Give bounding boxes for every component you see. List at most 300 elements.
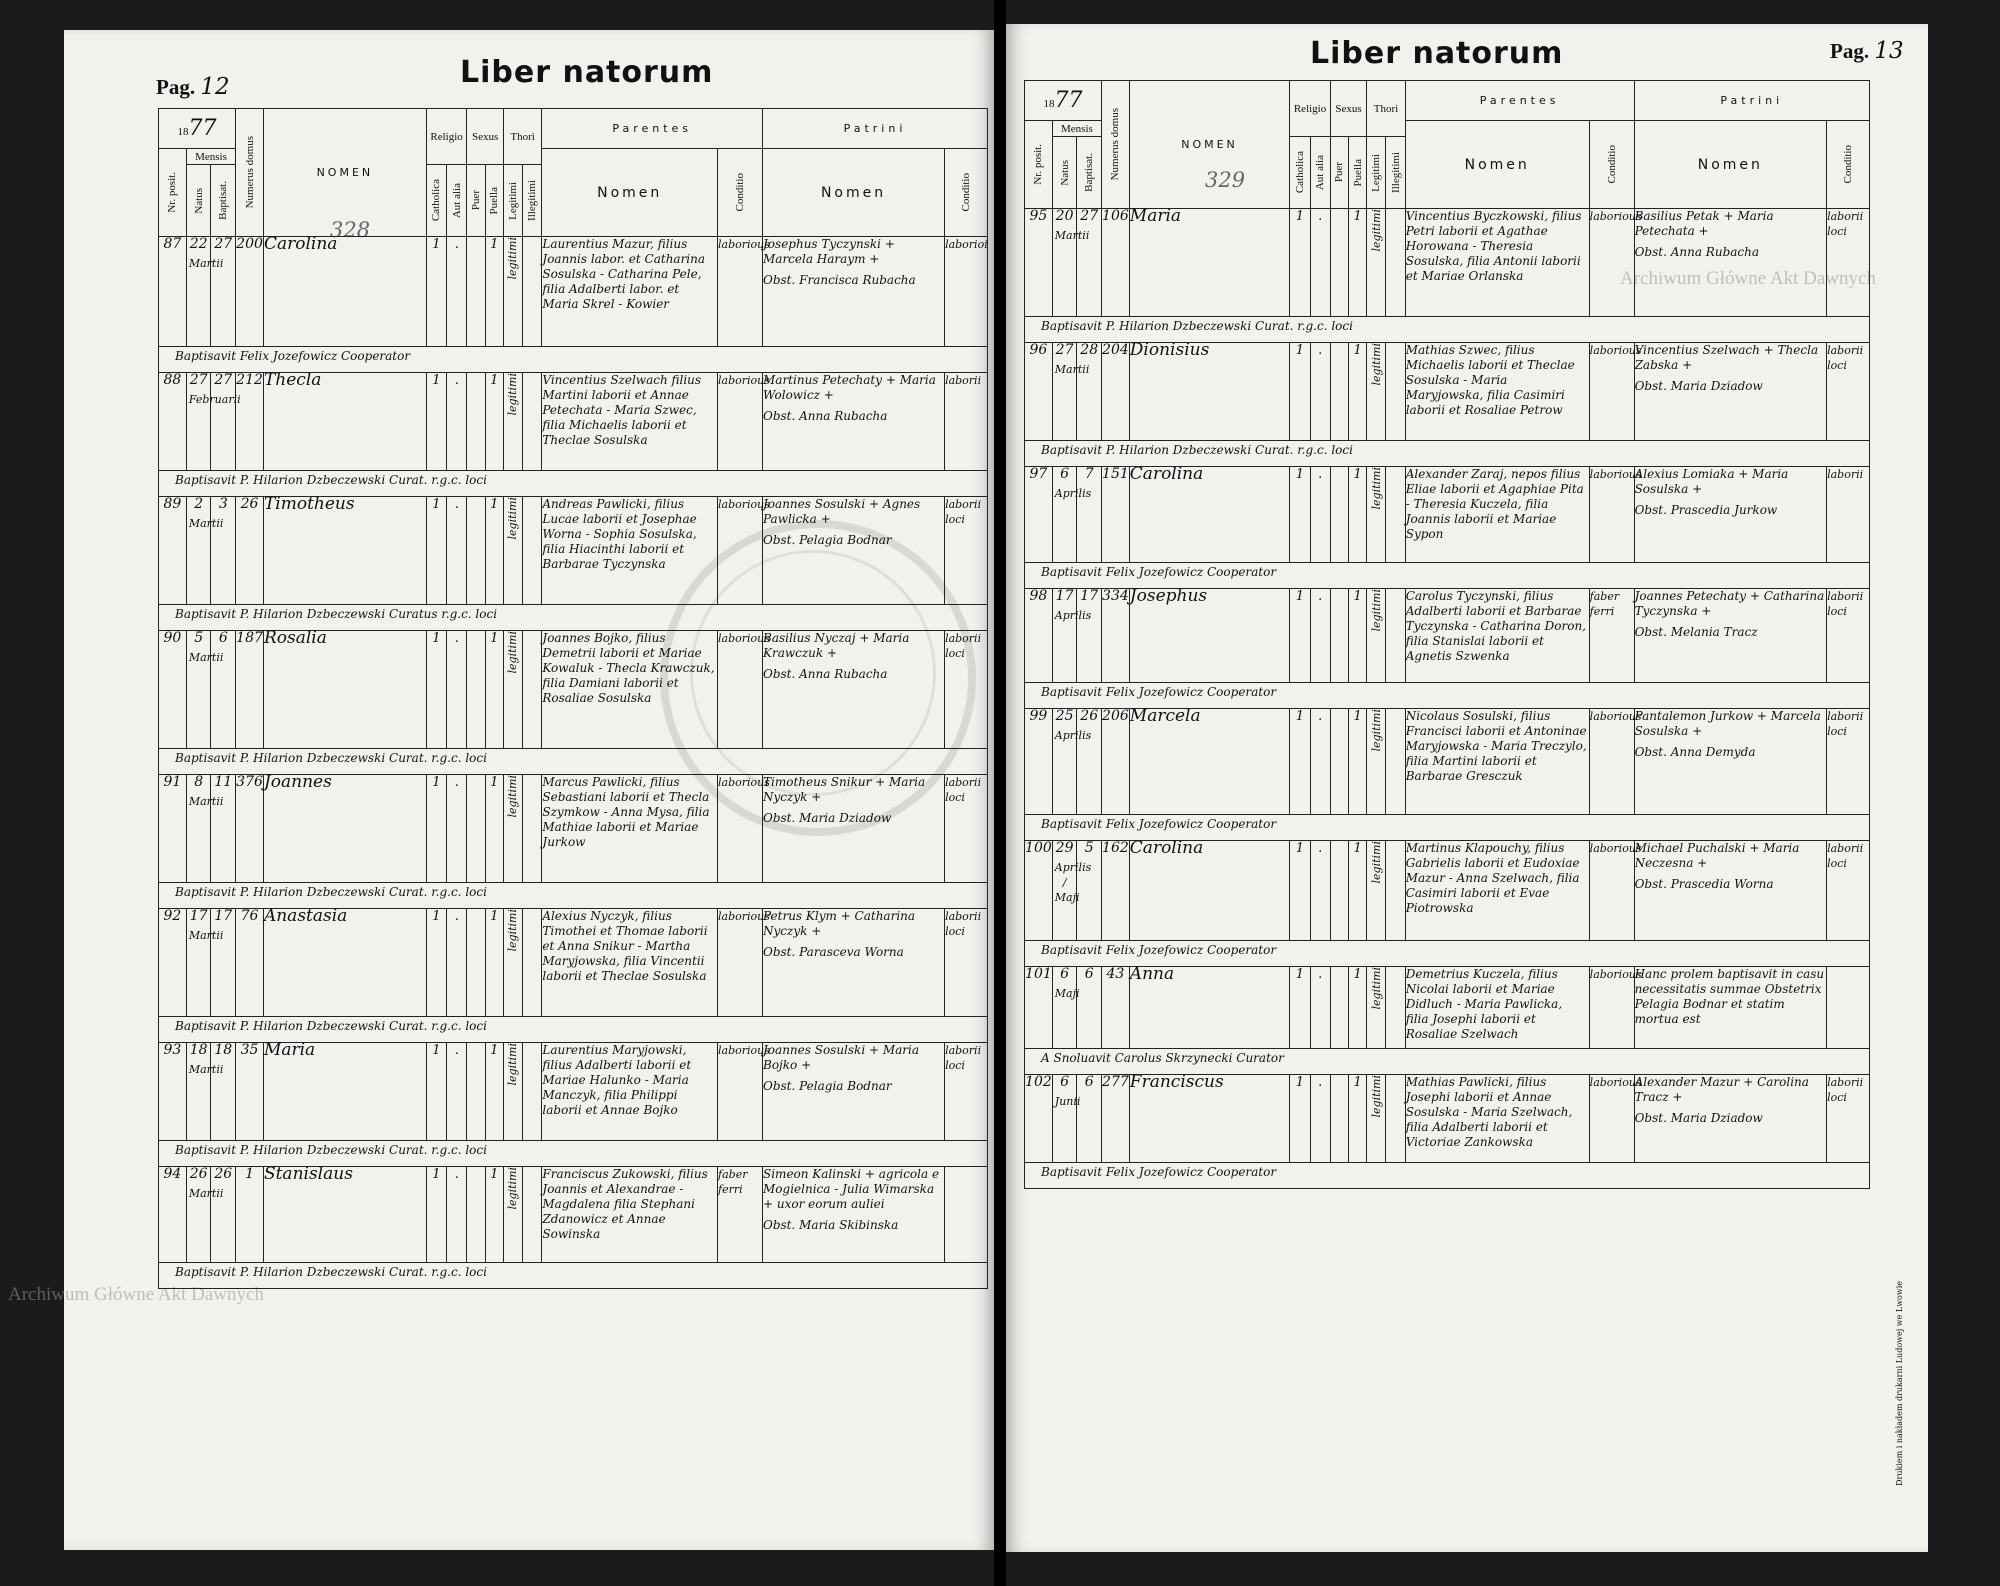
child-name: Carolina: [1129, 841, 1289, 941]
illegitimi-mark: [1386, 589, 1405, 683]
header-sexus: Sexus: [1330, 81, 1366, 137]
register-row: [1025, 209, 1870, 317]
birth-day-value: 6: [1060, 1074, 1070, 1090]
patrini-text: Simeon Kalinski + agricola e Mogielnica - Julia Wimarska + uxor eorum auliei: [763, 1167, 940, 1211]
patrini-cell: [763, 497, 945, 605]
header-parentes: Parentes: [1405, 81, 1634, 121]
patrini-conditio: [945, 1167, 988, 1263]
entry-number: 99: [1025, 709, 1053, 815]
aut-alia-mark: .: [1310, 343, 1330, 441]
baptism-note-row: [159, 749, 988, 775]
header-catholica-text: Catholica: [430, 179, 443, 222]
patrini-conditio: laborii loci: [1827, 343, 1870, 441]
baptism-note-row: [159, 1141, 988, 1167]
header-thori: Thori: [503, 109, 542, 165]
parents-conditio: laborious: [1589, 709, 1634, 815]
house-number: 43: [1102, 967, 1130, 1049]
child-name: Maria: [1129, 209, 1289, 317]
aut-alia-mark: .: [1310, 967, 1330, 1049]
baptism-note-row: [159, 347, 988, 373]
baptism-day: 27: [211, 237, 236, 347]
entry-number: 94: [159, 1167, 187, 1263]
parents-text: Marcus Pawlicki, filius Sebastiani laborii et Thecla Szymkow - Anna Mysa, filia Mathiae laborii et Mariae Jurkow: [542, 775, 718, 883]
legitimi-mark: [1367, 343, 1386, 441]
register-row: [159, 497, 988, 605]
puella-mark: 1: [485, 237, 503, 347]
month-value: Aprilis / Maji: [1054, 861, 1092, 904]
header-baptisat: [211, 165, 236, 237]
header-natus: [186, 165, 211, 237]
house-number: 162: [1102, 841, 1130, 941]
parents-conditio: laborious: [1589, 209, 1634, 317]
aut-alia-mark: .: [1310, 841, 1330, 941]
illegitimi-mark: [523, 497, 542, 605]
legitimi-mark: [1367, 1075, 1386, 1163]
puer-mark: [467, 373, 485, 471]
right-register-table: [1024, 80, 1870, 1189]
header-nomen: NOMEN: [1129, 81, 1289, 209]
obstetrix-text: Obst. Anna Rubacha: [1634, 245, 1760, 259]
house-number: 187: [236, 631, 264, 749]
obstetrix-text: Obst. Pelagia Bodnar: [763, 1079, 892, 1093]
legitimi-text: legitimi: [506, 1167, 520, 1210]
patrini-conditio: laborii loci: [1827, 589, 1870, 683]
header-patrini-nomen: Nomen: [1634, 121, 1827, 209]
aut-alia-mark: .: [447, 237, 467, 347]
catholica-mark: 1: [426, 775, 446, 883]
header-aut-alia-text: Aut alia: [1314, 154, 1327, 191]
legitimi-text: legitimi: [506, 909, 520, 952]
child-name: Carolina: [263, 237, 426, 347]
patrini-conditio: laborii loci: [1827, 841, 1870, 941]
house-number: 76: [236, 909, 264, 1017]
birth-day: [1052, 466, 1092, 563]
month-value: Martii: [188, 795, 224, 808]
puer-mark: [1330, 343, 1348, 441]
aut-alia-mark: .: [1310, 589, 1330, 683]
parents-text: Mathias Pawlicki, filius Josephi laborii et Annae Sosulska - Maria Szelwach, filia Adalberti laborii et Victoriae Zankowska: [1405, 1075, 1589, 1163]
house-number: 212: [236, 373, 264, 471]
header-nr-text: Nr. posit.: [166, 172, 179, 213]
header-conditio-text: Conditio: [1605, 145, 1618, 184]
month-value: Martii: [188, 1063, 224, 1076]
puella-mark: 1: [1349, 709, 1367, 815]
baptism-note: A Snoluavit Carolus Skrzynecki Curator: [1025, 1049, 1870, 1075]
patrini-conditio: laborii loci: [945, 909, 988, 1017]
header-puer: [1330, 137, 1348, 209]
catholica-mark: 1: [1290, 709, 1310, 815]
legitimi-text: legitimi: [1369, 841, 1383, 884]
patrini-cell: [763, 237, 945, 347]
entry-number: 97: [1025, 467, 1053, 563]
month-value: Februarii: [188, 393, 241, 406]
aut-alia-mark: .: [447, 497, 467, 605]
catholica-mark: 1: [426, 909, 446, 1017]
child-name: Anna: [1129, 967, 1289, 1049]
illegitimi-mark: [1386, 343, 1405, 441]
header-legitimi: [1367, 137, 1386, 209]
header-domus-text: Numerus domus: [243, 136, 256, 209]
birth-day: [1052, 840, 1092, 941]
patrini-conditio: laborii loci: [1827, 1075, 1870, 1163]
month-value: Martii: [1054, 363, 1090, 376]
patrini-cell: [763, 1043, 945, 1141]
baptism-day: 7: [1077, 467, 1102, 563]
puella-mark: 1: [485, 497, 503, 605]
baptism-note: Baptisavit Felix Jozefowicz Cooperator: [1025, 815, 1870, 841]
page-number-value: 13: [1874, 38, 1904, 64]
month-value: Aprilis: [1054, 487, 1092, 500]
baptism-note-row: [1025, 815, 1870, 841]
birth-day-value: 2: [194, 496, 204, 512]
legitimi-mark: [1367, 841, 1386, 941]
child-name: Josephus: [1129, 589, 1289, 683]
patrini-text: Joannes Sosulski + Agnes Pawlicka +: [763, 497, 921, 526]
legitimi-mark: [1367, 589, 1386, 683]
legitimi-text: legitimi: [506, 1043, 520, 1086]
header-mensis: Mensis: [186, 149, 235, 165]
obstetrix-text: Obst. Anna Rubacha: [763, 409, 888, 423]
parents-text: Nicolaus Sosulski, filius Francisci laborii et Antoninae Maryjowska - Maria Treczylo, filia Martini laborii et Barbarae Gresczuk: [1405, 709, 1589, 815]
baptism-note-row: [159, 1017, 988, 1043]
header-puella: [1349, 137, 1367, 209]
birth-day-value: 18: [189, 1042, 208, 1058]
obstetrix-text: Obst. Francisca Rubacha: [763, 273, 916, 287]
header-baptisat-text: Baptisat.: [1083, 153, 1096, 192]
puella-mark: 1: [1349, 1075, 1367, 1163]
puella-mark: 1: [1349, 467, 1367, 563]
archive-watermark: Archiwum Główne Akt Dawnych: [1620, 268, 1876, 289]
left-page-number: [156, 74, 230, 100]
puer-mark: [1330, 841, 1348, 941]
legitimi-text: legitimi: [506, 497, 520, 540]
parents-conditio: laborious: [1589, 1075, 1634, 1163]
aut-alia-mark: .: [1310, 467, 1330, 563]
birth-day-value: 6: [1060, 466, 1070, 482]
header-baptisat-text: Baptisat.: [217, 181, 230, 220]
parents-text: Demetrius Kuczela, filius Nicolai laborii et Mariae Didluch - Maria Pawlicka, filia Josephi laborii et Rosaliae Szelwach: [1405, 967, 1589, 1049]
illegitimi-mark: [1386, 967, 1405, 1049]
year-cell: [1025, 81, 1102, 121]
patrini-cell: [763, 373, 945, 471]
month-value: Junii: [1054, 1095, 1081, 1108]
header-aut-alia: [1310, 137, 1330, 209]
legitimi-text: legitimi: [506, 775, 520, 818]
baptism-note: Baptisavit P. Hilarion Dzbeczewski Curat. r.g.c. loci: [159, 1017, 988, 1043]
header-parent-nomen: Nomen: [1405, 121, 1589, 209]
legitimi-text: legitimi: [1369, 709, 1383, 752]
birth-day-value: 29: [1055, 840, 1074, 856]
legitimi-mark: [503, 775, 522, 883]
catholica-mark: 1: [1290, 343, 1310, 441]
year-prefix: 18: [177, 126, 189, 138]
puer-mark: [467, 909, 485, 1017]
parents-conditio: laborious: [718, 1043, 763, 1141]
patrini-text: Petrus Klym + Catharina Nyczyk +: [763, 909, 916, 938]
header-natus: [1052, 137, 1077, 209]
patrini-text: Joannes Petechaty + Catharina Tyczynska +: [1634, 589, 1825, 618]
patrini-conditio: laborii loci: [945, 497, 988, 605]
patrini-conditio: laborii loci: [1827, 709, 1870, 815]
legitimi-text: legitimi: [1369, 467, 1383, 510]
house-number: 26: [236, 497, 264, 605]
parents-text: Vincentius Byczkowski, filius Petri laborii et Agathae Horowana - Theresia Sosulska, filia Antonii laborii et Mariae Orlanska: [1405, 209, 1589, 317]
parents-text: Franciscus Zukowski, filius Joannis et Alexandrae - Magdalena filia Stephani Zdanowicz et Annae Sowinska: [542, 1167, 718, 1263]
patrini-text: Martinus Petechaty + Maria Wolowicz +: [763, 373, 936, 402]
baptism-day: 27: [1077, 209, 1102, 317]
legitimi-mark: [1367, 467, 1386, 563]
house-number: 35: [236, 1043, 264, 1141]
illegitimi-mark: [1386, 841, 1405, 941]
house-number: 204: [1102, 343, 1130, 441]
patrini-cell: [763, 631, 945, 749]
baptism-note-row: [1025, 441, 1870, 467]
birth-day: [186, 372, 241, 471]
baptism-note-row: [159, 1263, 988, 1289]
aut-alia-mark: .: [447, 775, 467, 883]
month-value: Martii: [1054, 229, 1090, 242]
illegitimi-mark: [523, 909, 542, 1017]
header-baptisat: [1077, 137, 1102, 209]
baptism-note-row: [1025, 1163, 1870, 1189]
legitimi-mark: [503, 1043, 522, 1141]
aut-alia-mark: .: [447, 1043, 467, 1141]
puella-mark: 1: [1349, 209, 1367, 317]
header-legitimi: [503, 165, 522, 237]
child-name: Marcela: [1129, 709, 1289, 815]
baptism-day: 6: [211, 631, 236, 749]
register-row: [159, 373, 988, 471]
header-puella-text: Puella: [1351, 158, 1364, 187]
aut-alia-mark: .: [447, 909, 467, 1017]
legitimi-mark: [1367, 209, 1386, 317]
baptism-day: 26: [1077, 709, 1102, 815]
header-sexus: Sexus: [467, 109, 503, 165]
aut-alia-mark: .: [1310, 209, 1330, 317]
header-catholica: [1290, 137, 1310, 209]
puella-mark: 1: [1349, 841, 1367, 941]
parents-conditio: faber ferri: [718, 1167, 763, 1263]
house-number: 277: [1102, 1075, 1130, 1163]
baptism-note: Baptisavit P. Hilarion Dzbeczewski Curat. r.g.c. loci: [159, 749, 988, 775]
patrini-cell: [1634, 209, 1827, 317]
puella-mark: 1: [485, 631, 503, 749]
header-conditio-text: Conditio: [960, 173, 973, 212]
header-puer-text: Puer: [470, 190, 483, 211]
birth-day-value: 25: [1055, 708, 1074, 724]
header-patrini: Patrini: [1634, 81, 1869, 121]
register-row: [159, 775, 988, 883]
page-number-value: 12: [200, 74, 230, 100]
puer-mark: [1330, 967, 1348, 1049]
birth-day: [186, 1166, 224, 1263]
parents-text: Mathias Szwec, filius Michaelis laborii et Theclae Sosulska - Maria Maryjowska, filia Casimiri laborii et Rosaliae Petrow: [1405, 343, 1589, 441]
house-number: 334: [1102, 589, 1130, 683]
entry-number: 91: [159, 775, 187, 883]
parents-conditio: laborious: [1589, 343, 1634, 441]
header-parentes: Parentes: [542, 109, 763, 149]
puella-mark: 1: [485, 373, 503, 471]
puer-mark: [1330, 467, 1348, 563]
parents-conditio: laborious: [718, 497, 763, 605]
illegitimi-mark: [523, 237, 542, 347]
header-natus-text: Natus: [1058, 159, 1071, 186]
illegitimi-mark: [1386, 709, 1405, 815]
entry-number: 95: [1025, 209, 1053, 317]
baptism-note: Baptisavit P. Hilarion Dzbeczewski Curatus r.g.c. loci: [159, 605, 988, 631]
child-name: Timotheus: [263, 497, 426, 605]
birth-day-value: 27: [1055, 342, 1074, 358]
baptism-day: 27: [211, 373, 236, 471]
baptism-note: Baptisavit P. Hilarion Dzbeczewski Curat. r.g.c. loci: [159, 471, 988, 497]
header-natus-text: Natus: [192, 187, 205, 214]
month-value: Martii: [188, 517, 224, 530]
illegitimi-mark: [523, 775, 542, 883]
page-label: Pag.: [156, 75, 196, 99]
month-value: Aprilis: [1054, 609, 1092, 622]
obstetrix-text: Obst. Prascedia Jurkow: [1634, 503, 1778, 517]
register-row: [159, 1167, 988, 1263]
catholica-mark: 1: [426, 631, 446, 749]
header-conditio-text: Conditio: [1842, 145, 1855, 184]
puer-mark: [467, 1043, 485, 1141]
year-cell: [159, 109, 236, 149]
baptism-note-row: [159, 605, 988, 631]
header-patrini-nomen: Nomen: [763, 149, 945, 237]
obstetrix-text: Obst. Parasceva Worna: [763, 945, 904, 959]
obstetrix-text: Obst. Prascedia Worna: [1634, 877, 1774, 891]
baptism-day: 6: [1077, 967, 1102, 1049]
header-mensis: Mensis: [1052, 121, 1101, 137]
patrini-cell: [763, 909, 945, 1017]
catholica-mark: 1: [1290, 1075, 1310, 1163]
child-name: Dionisius: [1129, 343, 1289, 441]
birth-day-value: 17: [1055, 588, 1074, 604]
birth-day: [186, 630, 224, 749]
birth-day-value: 26: [189, 1166, 208, 1182]
header-catholica: [426, 165, 446, 237]
baptism-day: 28: [1077, 343, 1102, 441]
patrini-text: Josephus Tyczynski + Marcela Haraym +: [763, 237, 895, 266]
parents-text: Andreas Pawlicki, filius Lucae laborii et Josephae Worna - Sophia Sosulska, filia Hiacinthi laborii et Barbarae Tyczynska: [542, 497, 718, 605]
aut-alia-mark: .: [1310, 709, 1330, 815]
house-number: 206: [1102, 709, 1130, 815]
legitimi-mark: [503, 909, 522, 1017]
puer-mark: [1330, 1075, 1348, 1163]
puer-mark: [1330, 209, 1348, 317]
patrini-cell: [1634, 343, 1827, 441]
month-value: Aprilis: [1054, 729, 1092, 742]
patrini-cell: [1634, 589, 1827, 683]
baptism-day: 6: [1077, 1075, 1102, 1163]
house-number: 151: [1102, 467, 1130, 563]
archive-watermark-left: Archiwum Główne Akt Dawnych: [8, 1284, 264, 1305]
baptism-day: 18: [211, 1043, 236, 1141]
baptism-note: Baptisavit Felix Jozefowicz Cooperator: [1025, 563, 1870, 589]
book-gutter: [994, 0, 1006, 1586]
header-puella-text: Puella: [488, 186, 501, 215]
year-handwritten: 77: [188, 116, 217, 141]
obstetrix-text: Obst. Melania Tracz: [1634, 625, 1758, 639]
right-register-mark: 329: [1205, 168, 1246, 192]
legitimi-mark: [1367, 967, 1386, 1049]
puer-mark: [467, 775, 485, 883]
right-page-number: [1830, 38, 1904, 64]
legitimi-text: legitimi: [1369, 967, 1383, 1010]
child-name: Stanislaus: [263, 1167, 426, 1263]
patrini-conditio: laborii loci: [945, 775, 988, 883]
left-register-table: [158, 108, 988, 1289]
entry-number: 89: [159, 497, 187, 605]
entry-number: 93: [159, 1043, 187, 1141]
puella-mark: 1: [1349, 589, 1367, 683]
catholica-mark: 1: [1290, 967, 1310, 1049]
baptism-note-row: [1025, 941, 1870, 967]
catholica-mark: 1: [426, 1043, 446, 1141]
birth-day: [1052, 966, 1080, 1049]
patrini-text: Basilius Petak + Maria Petechata +: [1634, 209, 1774, 238]
puella-mark: 1: [485, 909, 503, 1017]
house-number: 1: [236, 1167, 264, 1263]
baptism-day: 17: [1077, 589, 1102, 683]
register-row: [1025, 709, 1870, 815]
entry-number: 102: [1025, 1075, 1053, 1163]
parents-conditio: laborious: [718, 373, 763, 471]
catholica-mark: 1: [1290, 467, 1310, 563]
header-puer: [467, 165, 485, 237]
patrini-conditio: laborii loci: [945, 1043, 988, 1141]
catholica-mark: 1: [1290, 841, 1310, 941]
header-conditio-text: Conditio: [734, 173, 747, 212]
baptism-note-row: [159, 471, 988, 497]
header-legitimi-text: Legitimi: [1370, 153, 1383, 192]
birth-day: [1052, 1074, 1081, 1163]
patrini-text: Alexius Lomiaka + Maria Sosulska +: [1634, 467, 1789, 496]
birth-day: [186, 908, 224, 1017]
legitimi-mark: [503, 497, 522, 605]
birth-day-value: 17: [189, 908, 208, 924]
catholica-mark: 1: [426, 373, 446, 471]
parents-text: Martinus Klapouchy, filius Gabrielis laborii et Eudoxiae Mazur - Anna Szelwach, filia Casimiri laborii et Evae Piotrowska: [1405, 841, 1589, 941]
illegitimi-mark: [523, 1167, 542, 1263]
patrini-conditio: laborii loci: [1827, 209, 1870, 317]
year-handwritten: 77: [1054, 88, 1083, 113]
aut-alia-mark: .: [447, 373, 467, 471]
register-row: [1025, 467, 1870, 563]
baptism-day: 11: [211, 775, 236, 883]
baptism-day: 5: [1077, 841, 1102, 941]
child-name: Rosalia: [263, 631, 426, 749]
header-catholica-text: Catholica: [1293, 151, 1306, 194]
aut-alia-mark: .: [447, 631, 467, 749]
left-register-mark: 328: [330, 218, 371, 242]
parents-conditio: laborious: [1589, 841, 1634, 941]
patrini-text: Michael Puchalski + Maria Neczesna +: [1634, 841, 1800, 870]
puer-mark: [1330, 589, 1348, 683]
catholica-mark: 1: [426, 497, 446, 605]
puella-mark: 1: [485, 1043, 503, 1141]
register-row: [1025, 589, 1870, 683]
patrini-cell: [763, 1167, 945, 1263]
header-aut-alia-text: Aut alia: [450, 182, 463, 219]
parents-conditio: laborious: [718, 631, 763, 749]
month-value: Martii: [188, 1187, 224, 1200]
parents-text: Vincentius Szelwach filius Martini laborii et Annae Petechata - Maria Szwec, filia Michaelis laborii et Theclae Sosulska: [542, 373, 718, 471]
baptism-note: Baptisavit Felix Jozefowicz Cooperator: [1025, 1163, 1870, 1189]
header-patrini-conditio: [1827, 121, 1870, 209]
header-domus-text: Numerus domus: [1109, 108, 1122, 181]
baptism-day: 17: [211, 909, 236, 1017]
